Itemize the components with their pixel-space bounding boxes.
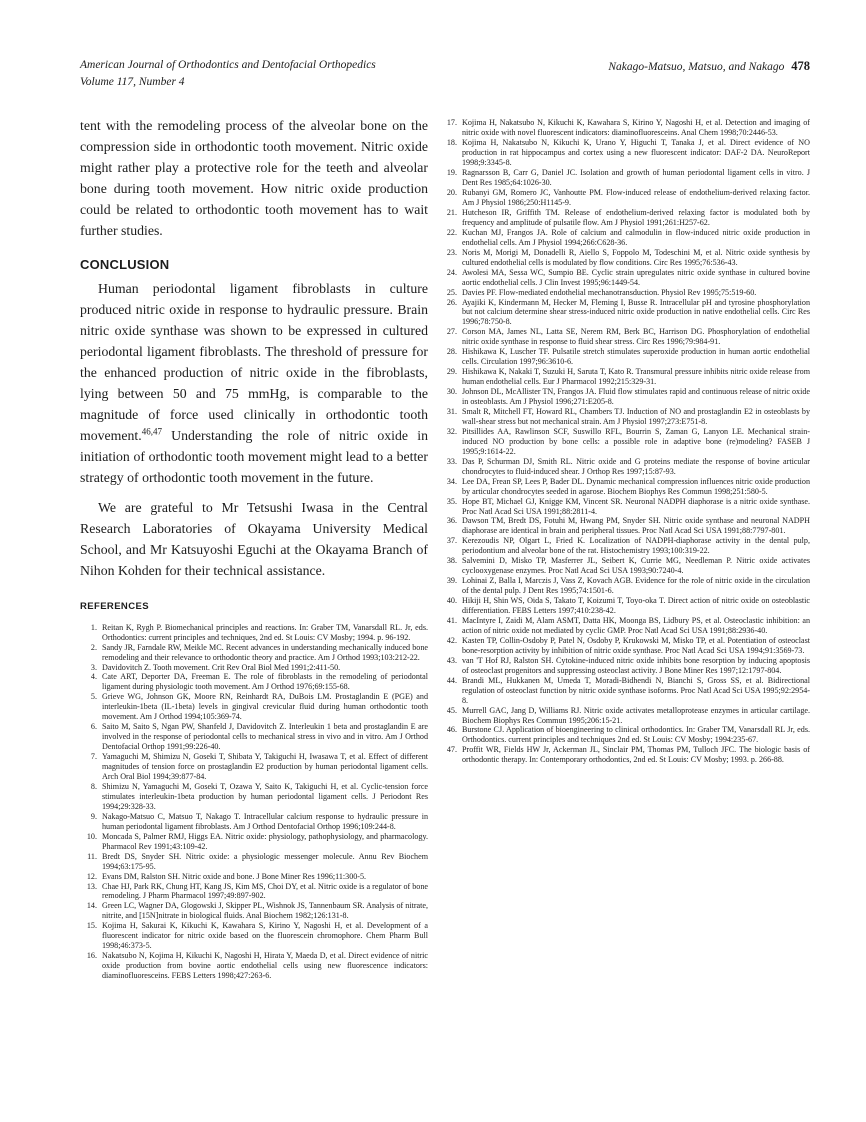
reference-item: 38. Salvemini D, Misko TP, Masferrer JL, Seibert K, Currie MG, Needleman P. Nitric oxide activates cyclooxygenase enzymes. Proc Natl Acad Sci USA 1993;90:7240-4. xyxy=(459,556,810,576)
reference-item: 43. van 'T Hof RJ, Ralston SH. Cytokine-induced nitric oxide inhibits bone resorption by inducing apoptosis of osteoclast progenitors and suppressing osteoclast activity. J Bone Miner Res 1997;12:1797-804. xyxy=(459,656,810,676)
reference-item: 36. Dawson TM, Bredt DS, Fotuhi M, Hwang PM, Snyder SH. Nitric oxide synthase and neuronal NADPH diaphorase are identical in brain and peripheral tissues. Proc Natl Acad Sci USA 1991;88:7797-801. xyxy=(459,516,810,536)
reference-item: 2. Sandy JR, Farndale RW, Meikle MC. Recent advances in understanding mechanically induced bone remodeling and their relevance to orthodontic theory and practice. Am J Orthod 1993;103:212-22. xyxy=(99,643,428,663)
reference-item: 47. Proffit WR, Fields HW Jr, Ackerman JL, Sinclair PM, Thomas PM, Tulloch JFC. The biologic basis of orthodontic therapy. In: Contemporary orthodontics, 2nd ed. St Louis: CV Mosby; 1993. p. 266-88. xyxy=(459,745,810,765)
reference-item: 14. Green LC, Wagner DA, Glogowski J, Skipper PL, Wishnok JS, Tannenbaum SR. Analysis of nitrate, nitrite, and [15N]nitrate in biological fluids. Anal Biochem 1982;126:131-8. xyxy=(99,901,428,921)
conclusion-paragraph xyxy=(80,279,428,489)
reference-item: 41. MacIntyre I, Zaidi M, Alam ASMT, Datta HK, Moonga BS, Lidbury PS, et al. Osteoclastic inhibition: an action of nitric oxide not mediated by cyclic GMP. Proc Natl Acad Sci USA 1991;88:2936-40. xyxy=(459,616,810,636)
reference-item: 33. Das P, Schurman DJ, Smith RL. Nitric oxide and G proteins mediate the response of bovine articular chondrocytes to fluid-induced shear. J Orthop Res 1997;15:87-93. xyxy=(459,457,810,477)
reference-item: 42. Kasten TP, Collin-Osdoby P, Patel N, Osdoby P, Krukowski M, Misko TP, et al. Potentiation of osteoclast bone-resorption activity by inhibition of nitric oxide synthase. Proc Natl Acad Sci USA 1994;91:3569-73. xyxy=(459,636,810,656)
reference-item: 28. Hishikawa K, Luscher TF. Pulsatile stretch stimulates superoxide production in human aortic endothelial cells. Circulation 1997;96:3610-6. xyxy=(459,347,810,367)
reference-item: 30. Johnson DL, McAllister TN, Frangos JA. Fluid flow stimulates rapid and continuous release of nitric oxide in osteoblasts. Am J Physiol 1996;271:E205-8. xyxy=(459,387,810,407)
acknowledgment-paragraph: We are grateful to Mr Tetsushi Iwasa in the Central Research Laboratories of Okayama University Medical School, and Mr Katsuyoshi Eguchi at the Okayama Branch of Nihon Kohden for their technical assistance. xyxy=(80,499,428,578)
page-number: 478 xyxy=(791,59,810,73)
reference-item: 24. Awolesi MA, Sessa WC, Sumpio BE. Cyclic strain upregulates nitric oxide synthase in cultured bovine aortic endothelial cells. J Clin Invest 1995;96:1449-54. xyxy=(459,268,810,288)
citation-superscript: 46,47 xyxy=(141,426,162,437)
reference-item: 5. Grieve WG, Johnson GK, Moore RN, Reinhardt RA, DuBois LM. Prostaglandin E (PGE) and interleukin-1beta (IL-1beta) levels in gingival crevicular fluid during human orthodontic tooth movement. Am J Orthod 1994;105:369-74. xyxy=(99,692,428,722)
conclusion-text-before-citation: Human periodontal ligament fibroblasts in culture produced nitric oxide in response to hydraulic pressure. Brain nitric oxide synthase was shown to be expressed in cultured periodontal ligament fibroblasts. The threshold of pressure for the enhanced production of nitric oxide in the fibroblasts, lying between 50 and 75 mmHg, is comparable to the magnitude of force used clinically in orthodontic tooth movement. xyxy=(80,281,428,443)
reference-item: 22. Kuchan MJ, Frangos JA. Role of calcium and calmodulin in flow-induced nitric oxide production in endothelial cells. Am J Physiol 1994;266:C628-36. xyxy=(459,228,810,248)
reference-item: 8. Shimizu N, Yamaguchi M, Goseki T, Ozawa Y, Saito K, Takiguchi H, et al. Cyclic-tension force stimulates interleukin-1beta production by human periodontal ligament cells. J Periodont Res 1994;29:328-33. xyxy=(99,782,428,812)
references-list-right xyxy=(440,118,810,765)
reference-item: 6. Saito M, Saito S, Ngan PW, Shanfeld J, Davidovitch Z. Interleukin 1 beta and prostaglandin E are involved in the response of periodontal cells to mechanical stress in vivo and in vitro. Am J Orthod Dentofacial Orthop 1991;99:226-40. xyxy=(99,722,428,752)
reference-item: 17. Kojima H, Nakatsubo N, Kikuchi K, Kawahara S, Kirino Y, Nagoshi H, et al. Detection and imaging of nitric oxide with novel fluorescent indicators: diaminofluoresceins. Anal Chem 1998;70:2446-53. xyxy=(459,118,810,138)
reference-item: 4. Cate ART, Deporter DA, Freeman E. The role of fibroblasts in the remodeling of periodontal ligament during physiologic tooth movement. Am J Orthod 1976;69:155-68. xyxy=(99,672,428,692)
journal-title: American Journal of Orthodontics and Dentofacial Orthopedics xyxy=(80,59,376,71)
reference-item: 15. Kojima H, Sakurai K, Kikuchi K, Kawahara S, Kirino Y, Nagoshi H, et al. Development of a fluorescent indicator for nitric oxide based on the fluorescein chromophore. Chem Pharm Bull 1998;46:373-5. xyxy=(99,921,428,951)
reference-item: 29. Hishikawa K, Nakaki T, Suzuki H, Saruta T, Kato R. Transmural pressure inhibits nitric oxide release from human endothelial cells. Eur J Pharmacol 1992;215:329-31. xyxy=(459,367,810,387)
intro-paragraph: tent with the remodeling process of the alveolar bone on the compression side in orthodontic tooth movement. Nitric oxide might rather play a protective role for the teeth and alveolar bone during tooth movement. How nitric oxide production could be related to orthodontic tooth movement has to wait further studies. xyxy=(80,118,428,239)
two-column-body xyxy=(80,116,810,981)
reference-item: 7. Yamaguchi M, Shimizu N, Goseki T, Shibata Y, Takiguchi H, Iwasawa T, et al. Effect of different magnitudes of tension force on prostaglandin E2 production by human periodontal ligament cells. Arch Oral Biol 1994;39:877-84. xyxy=(99,752,428,782)
reference-item: 9. Nakago-Matsuo C, Matsuo T, Nakago T. Intracellular calcium response to hydraulic pressure in human periodontal ligament fibroblasts. Am J Orthod Dentofacial Orthop 1996;109:244-8. xyxy=(99,812,428,832)
reference-item: 1. Reitan K, Rygh P. Biomechanical principles and reactions. In: Graber TM, Vanarsdall RL. Jr, eds. Orthodontics: current principles and techniques, 2nd ed. St Louis: CV Mosby; 1994. p. 96-192. xyxy=(99,623,428,643)
reference-item: 10. Moncada S, Palmer RMJ, Higgs EA. Nitric oxide: physiology, pathophysiology, and pharmacology. Pharmacol Rev 1991;43:109-42. xyxy=(99,832,428,852)
volume-number: Volume 117, Number 4 xyxy=(80,75,185,88)
reference-item: 18. Kojima H, Nakatsubo N, Kikuchi K, Urano Y, Higuchi T, Tanaka J, et al. Direct evidence of NO production in rat hippocampus and cortex using a new fluorescent indicator: DAF-2 DA. NeuroReport 1998;9:3345-8. xyxy=(459,138,810,168)
reference-item: 32. Pitsillides AA, Rawlinson SCF, Suswillo RFL, Bourrin S, Zaman G, Lanyon LE. Mechanical strain-induced NO production by bone cells: a possible role in adaptive bone (re)modeling? FASEB J 1995;9:1614-22. xyxy=(459,427,810,457)
reference-item: 46. Burstone CJ. Application of bioengineering to clinical orthodontics. In: Graber TM, Vanarsdall RL Jr, eds. Orthodontics. current principles and techniques 2nd ed. St Louis: CV Mosby; 1994:235-67. xyxy=(459,725,810,745)
reference-item: 3. Davidovitch Z. Tooth movement. Crit Rev Oral Biol Med 1991;2:411-50. xyxy=(99,663,428,673)
reference-item: 11. Bredt DS, Snyder SH. Nitric oxide: a physiologic messenger molecule. Annu Rev Biochem 1994;63:175-95. xyxy=(99,852,428,872)
references-list-left xyxy=(80,623,428,981)
reference-item: 21. Hutcheson IR, Griffith TM. Release of endothelium-derived relaxing factor is modulated both by frequency and amplitude of pulsatile flow. Am J Physiol 1991;261:H257-62. xyxy=(459,208,810,228)
reference-item: 23. Noris M, Morigi M, Donadelli R, Aiello S, Foppolo M, Todeschini M, et al. Nitric oxide synthesis by cultured endothelial cells is modulated by flow conditions. Circ Res 1995;76:536-43. xyxy=(459,248,810,268)
reference-item: 13. Chae HJ, Park RK, Chung HT, Kang JS, Kim MS, Choi DY, et al. Nitric oxide is a regulator of bone remodeling. J Pharm Pharmacol 1997;49:897-902. xyxy=(99,882,428,902)
reference-item: 12. Evans DM, Ralston SH. Nitric oxide and bone. J Bone Miner Res 1996;11:300-5. xyxy=(99,872,428,882)
running-head-authors: Nakago-Matsuo, Matsuo, and Nakago xyxy=(608,61,785,73)
reference-item: 45. Murrell GAC, Jang D, Williams RJ. Nitric oxide activates metalloprotease enzymes in articular cartilage. Biochem Biophys Res Commun 1995;206:15-21. xyxy=(459,706,810,726)
reference-item: 16. Nakatsubo N, Kojima H, Kikuchi K, Nagoshi H, Hirata Y, Maeda D, et al. Direct evidence of nitric oxide production from bovine aortic endothelial cells using new fluorescence indicators: diaminofluoresceins. FEBS Letters 1998;427:263-6. xyxy=(99,951,428,981)
conclusion-text-after-citation: Understanding the role of nitric oxide in initiation of orthodontic tooth movement might lead to a better strategy of orthodontic tooth movement in the future. xyxy=(80,427,428,485)
reference-item: 37. Kerezoudis NP, Olgart L, Fried K. Localization of NADPH-diaphorase activity in the dental pulp, periodontium and alveolar bone of the rat. Histochemistry 1993;100:319-22. xyxy=(459,536,810,556)
reference-item: 40. Hikiji H, Shin WS, Oida S, Takato T, Koizumi T, Toyo-oka T. Direct action of nitric oxide on osteoblastic differentiation. FEBS Letters 1997;410:238-42. xyxy=(459,596,810,616)
running-head-left xyxy=(80,57,376,90)
reference-item: 26. Ayajiki K, Kindermann M, Hecker M, Fleming I, Busse R. Intracellular pH and tyrosine phosphorylation but not calcium determine shear stress-induced nitric oxide production in native endothelial cells. Circ Res 1996;78:750-8. xyxy=(459,298,810,328)
reference-item: 31. Smalt R, Mitchell FT, Howard RL, Chambers TJ. Induction of NO and prostaglandin E2 in osteoblasts by wall-shear stress but not mechanical strain. Am J Physiol 1997;273:E751-8. xyxy=(459,407,810,427)
right-column xyxy=(440,116,810,981)
conclusion-heading: CONCLUSION xyxy=(80,257,170,273)
reference-item: 34. Lee DA, Frean SP, Lees P, Bader DL. Dynamic mechanical compression influences nitric oxide production by articular chondrocytes seeded in agarose. Biochem Biophys Res Commun 1998;251:580-5. xyxy=(459,477,810,497)
reference-item: 35. Hope BT, Michael GJ, Knigge KM, Vincent SR. Neuronal NADPH diaphorase is a nitric oxide synthase. Proc Natl Acad Sci USA 1991;88:2811-4. xyxy=(459,497,810,517)
reference-item: 44. Brandi ML, Hukkanen M, Umeda T, Moradi-Bidhendi N, Bianchi S, Gross SS, et al. Bidirectional regulation of osteoclast function by nitric oxide synthase isoforms. Proc Natl Acad Sci USA 1995;92:2954-8. xyxy=(459,676,810,706)
references-heading: REFERENCES xyxy=(80,600,149,612)
running-head xyxy=(80,57,810,90)
reference-item: 25. Davies PF. Flow-mediated endothelial mechanotransduction. Physiol Rev 1995;75:519-60. xyxy=(459,288,810,298)
reference-item: 19. Ragnarsson B, Carr G, Daniel JC. Isolation and growth of human periodontal ligament cells in vitro. J Dent Res 1985;64:1026-30. xyxy=(459,168,810,188)
left-column xyxy=(80,116,428,981)
reference-item: 20. Rubanyi GM, Romero JC, Vanhoutte PM. Flow-induced release of endothelium-derived relaxing factor. Am J Physiol 1986;250:H1145-9. xyxy=(459,188,810,208)
reference-item: 39. Lohinai Z, Balla I, Marczis J, Vass Z, Kovach AGB. Evidence for the role of nitric oxide in the circulation of the dental pulp. J Dent Res 1995;74:1501-6. xyxy=(459,576,810,596)
reference-item: 27. Corson MA, James NL, Latta SE, Nerem RM, Berk BC, Harrison DG. Phosphorylation of endothelial nitric oxide synthase in response to fluid shear stress. Circ Res 1996;79:984-91. xyxy=(459,327,810,347)
running-head-right xyxy=(608,57,810,76)
